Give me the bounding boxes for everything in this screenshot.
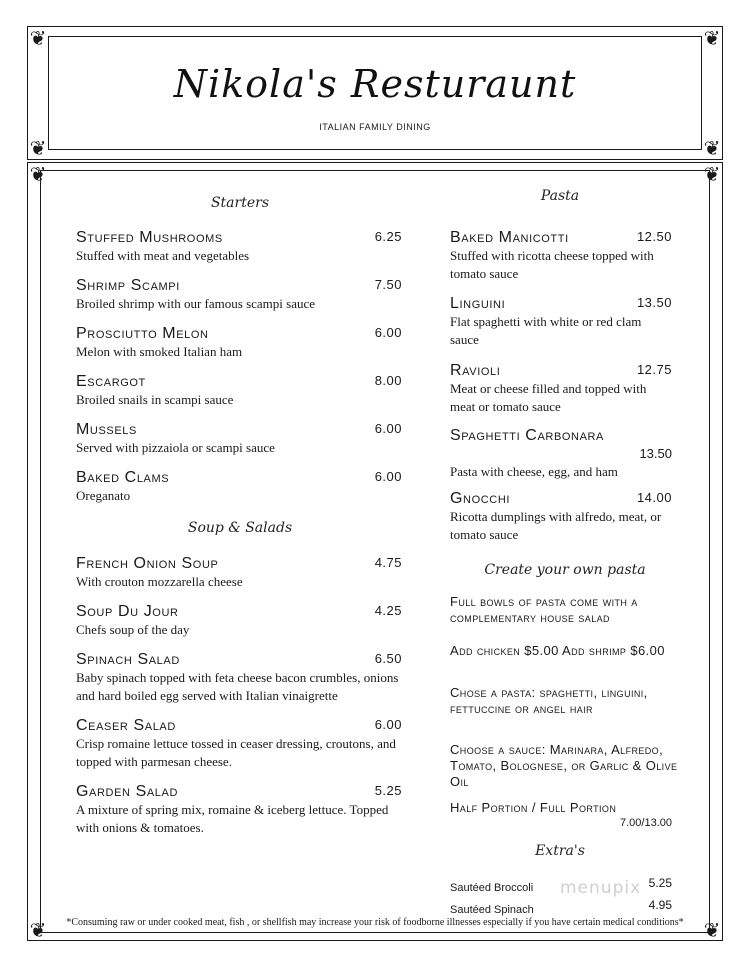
item-description: Oreganato (76, 488, 131, 503)
item-description: Stuffed with ricotta cheese topped with tomato sauce (450, 248, 654, 281)
item-description: Broiled snails in scampi sauce (76, 392, 234, 407)
create-pasta-choice-text: Chose a pasta: spaghetti, linguini, fettuccine or angel hair (450, 685, 648, 716)
menu-item (76, 781, 402, 837)
item-price: 6.00 (374, 325, 402, 340)
restaurant-title: Nikola's Resturaunt (173, 62, 577, 106)
item-description: Baby spinach topped with feta cheese bacon crumbles, onions and hard boiled egg served with Italian vinaigrette (76, 670, 399, 703)
item-description: A mixture of spring mix, romaine & iceberg lettuce. Topped with onions & tomatoes. (76, 802, 389, 835)
item-price: 6.00 (374, 421, 402, 436)
item-name: Baked Clams (76, 469, 170, 486)
menu-item (76, 227, 402, 265)
section-heading-starters: Starters (210, 195, 270, 211)
item-name: Stuffed Mushrooms (76, 229, 223, 246)
menu-item (450, 293, 672, 349)
create-addons-text: Add chicken $5.00 Add shrimp $6.00 (450, 643, 665, 658)
menu-item (450, 227, 672, 283)
corner-ornament-icon: ❦ (29, 918, 47, 942)
menu-item (450, 488, 672, 544)
item-price: 8.00 (374, 373, 402, 388)
section-heading-pasta: Pasta (540, 188, 580, 204)
item-name: French Onion Soup (76, 555, 219, 572)
item-price: 14.00 (636, 490, 672, 505)
menu-item (450, 360, 672, 416)
item-price: 7.50 (374, 277, 402, 292)
item-description: Melon with smoked Italian ham (76, 344, 243, 359)
corner-ornament-icon: ❦ (703, 162, 721, 186)
extra-name: Sautéed Broccoli (450, 882, 534, 894)
corner-ornament-icon: ❦ (29, 136, 47, 160)
menu-item (76, 649, 402, 705)
item-price: 13.50 (636, 295, 672, 310)
corner-ornament-icon: ❦ (29, 26, 47, 50)
item-description: Pasta with cheese, egg, and ham (450, 464, 618, 479)
menu-item (76, 467, 402, 505)
corner-ornament-icon: ❦ (703, 26, 721, 50)
section-heading-create: Create your own pasta (484, 562, 646, 578)
item-price: 6.50 (374, 651, 402, 666)
menu-item (76, 371, 402, 409)
item-description: Meat or cheese filled and topped with meat or tomato sauce (450, 381, 647, 414)
item-price: 4.75 (374, 555, 402, 570)
item-name: Soup Du Jour (76, 603, 179, 620)
item-description: Chefs soup of the day (76, 622, 190, 637)
item-description: Broiled shrimp with our famous scampi sauce (76, 296, 316, 311)
menu-item (450, 425, 672, 481)
item-name: Escargot (76, 373, 146, 390)
extra-price: 5.25 (648, 876, 672, 890)
section-heading-soup-salads: Soup & Salads (187, 520, 293, 536)
corner-ornament-icon: ❦ (703, 918, 721, 942)
item-name: Baked Manicotti (450, 229, 569, 246)
item-price: 6.00 (374, 469, 402, 484)
item-name: Shrimp Scampi (76, 277, 180, 294)
item-price: 6.25 (374, 229, 402, 244)
extra-price: 4.95 (648, 898, 672, 912)
item-description: Crisp romaine lettuce tossed in ceaser dressing, croutons, and topped with parmesan cheese. (76, 736, 396, 769)
item-price: 6.00 (374, 717, 402, 732)
item-name: Linguini (450, 295, 506, 312)
item-price: 5.25 (374, 783, 402, 798)
create-portion-text: Half Portion / Full Portion (450, 800, 617, 815)
item-description: With crouton mozzarella cheese (76, 574, 243, 589)
extra-name: Sautéed Spinach (450, 904, 534, 916)
item-price: 13.50 (639, 446, 672, 461)
item-price: 12.75 (636, 362, 672, 377)
create-portion-price: 7.00/13.00 (620, 817, 672, 829)
item-price: 4.25 (374, 603, 402, 618)
menu-item (76, 323, 402, 361)
item-name: Garden Salad (76, 783, 179, 800)
menu-item (76, 715, 402, 771)
menu-item (76, 601, 402, 639)
health-footnote: *Consuming raw or under cooked meat, fish , or shellfish may increase your risk of foodborne illnesses especially if you have certain medical conditions* (66, 917, 684, 928)
item-name: Prosciutto Melon (76, 325, 209, 342)
extra-item (450, 898, 672, 917)
item-name: Mussels (76, 421, 137, 438)
item-description: Flat spaghetti with white or red clam sauce (450, 314, 642, 347)
item-price: 12.50 (636, 229, 672, 244)
item-description: Served with pizzaiola or scampi sauce (76, 440, 275, 455)
watermark: menupix (560, 878, 642, 898)
item-name: Spaghetti Carbonara (450, 427, 604, 444)
item-name: Gnocchi (450, 490, 511, 507)
section-heading-extras: Extra's (535, 843, 585, 859)
create-sauce-choice-text: Choose a sauce: Marinara, Alfredo, Tomato, Bolognese, or Garlic & Olive Oil (450, 742, 678, 789)
restaurant-subtitle: ITALIAN FAMILY DINING (319, 122, 431, 132)
corner-ornament-icon: ❦ (29, 162, 47, 186)
menu-item (76, 553, 402, 591)
item-description: Ricotta dumplings with alfredo, meat, or tomato sauce (450, 509, 662, 542)
menu-item (76, 275, 402, 313)
corner-ornament-icon: ❦ (703, 136, 721, 160)
item-description: Stuffed with meat and vegetables (76, 248, 250, 263)
item-name: Spinach Salad (76, 651, 180, 668)
item-name: Ravioli (450, 362, 501, 379)
item-name: Ceaser Salad (76, 717, 176, 734)
menu-item (76, 419, 402, 457)
create-bowls-text: Full bowls of pasta come with a complementary house salad (450, 594, 638, 625)
